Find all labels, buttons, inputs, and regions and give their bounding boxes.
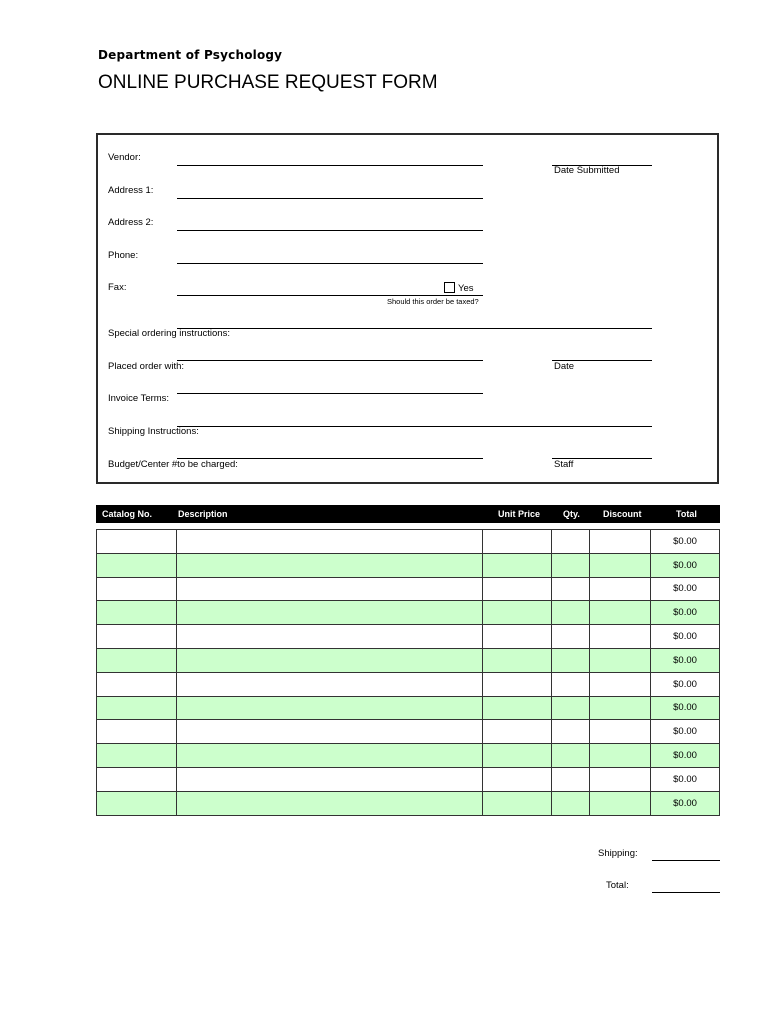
taxed-checkbox[interactable] [444,282,455,293]
special-instructions-label: Special ordering instructions: [108,328,230,339]
catalog-cell[interactable] [97,720,177,744]
table-row [97,553,720,577]
table-row [97,601,720,625]
total-cell: $0.00 [651,672,720,696]
total-cell: $0.00 [651,530,720,554]
description-cell[interactable] [176,577,482,601]
qty-cell[interactable] [552,791,590,815]
description-cell[interactable] [176,553,482,577]
discount-cell[interactable] [590,720,651,744]
table-row [97,672,720,696]
taxed-question: Should this order be taxed? [387,297,479,306]
qty-cell[interactable] [552,577,590,601]
budget-label: Budget/Center #to be charged: [108,459,238,470]
discount-cell[interactable] [590,696,651,720]
unit-price-cell[interactable] [483,553,552,577]
shipping-field[interactable] [652,860,720,861]
discount-cell[interactable] [590,553,651,577]
qty-cell[interactable] [552,648,590,672]
phone-field[interactable] [177,263,483,264]
unit-price-cell[interactable] [483,625,552,649]
catalog-cell[interactable] [97,791,177,815]
unit-price-cell[interactable] [483,577,552,601]
total-label: Total: [606,880,629,891]
unit-price-cell[interactable] [483,672,552,696]
qty-cell[interactable] [552,553,590,577]
discount-cell[interactable] [590,625,651,649]
table-row [97,696,720,720]
qty-cell[interactable] [552,696,590,720]
invoice-terms-field[interactable] [177,393,483,394]
header-qty: Qty. [563,509,580,519]
special-instructions-field[interactable] [177,328,652,329]
catalog-cell[interactable] [97,767,177,791]
date-label: Date [554,361,575,372]
unit-price-cell[interactable] [483,530,552,554]
qty-cell[interactable] [552,625,590,649]
unit-price-cell[interactable] [483,791,552,815]
description-cell[interactable] [176,601,482,625]
catalog-cell[interactable] [97,625,177,649]
description-cell[interactable] [176,648,482,672]
unit-price-cell[interactable] [483,744,552,768]
table-row [97,530,720,554]
total-cell: $0.00 [651,767,720,791]
qty-cell[interactable] [552,672,590,696]
catalog-cell[interactable] [97,648,177,672]
page-title: ONLINE PURCHASE REQUEST FORM [98,72,438,93]
unit-price-cell[interactable] [483,648,552,672]
total-cell: $0.00 [651,744,720,768]
address2-field[interactable] [177,230,483,231]
shipping-instructions-field[interactable] [177,426,652,427]
items-table-header [96,505,720,523]
date-submitted-label: Date Submitted [554,165,620,176]
total-cell: $0.00 [651,625,720,649]
table-row [97,625,720,649]
table-row [97,648,720,672]
address2-label: Address 2: [108,217,154,228]
header-discount: Discount [603,509,642,519]
discount-cell[interactable] [590,577,651,601]
header-description: Description [178,509,228,519]
shipping-instructions-label: Shipping Instructions: [108,426,199,437]
total-cell: $0.00 [651,696,720,720]
placed-order-label: Placed order with: [108,361,185,372]
qty-cell[interactable] [552,744,590,768]
discount-cell[interactable] [590,648,651,672]
staff-label: Staff [554,459,574,470]
items-table [96,529,720,816]
qty-cell[interactable] [552,720,590,744]
header-total: Total [676,509,697,519]
total-cell: $0.00 [651,601,720,625]
total-cell: $0.00 [651,720,720,744]
description-cell[interactable] [176,672,482,696]
total-cell: $0.00 [651,577,720,601]
total-cell: $0.00 [651,648,720,672]
grand-total-field[interactable] [652,892,720,893]
discount-cell[interactable] [590,791,651,815]
taxed-yes-label: Yes [458,283,474,294]
header-unit-price: Unit Price [498,509,541,519]
description-cell[interactable] [176,744,482,768]
catalog-cell[interactable] [97,577,177,601]
unit-price-cell[interactable] [483,696,552,720]
qty-cell[interactable] [552,601,590,625]
description-cell[interactable] [176,696,482,720]
discount-cell[interactable] [590,767,651,791]
phone-label: Phone: [108,250,139,261]
table-row [97,791,720,815]
address1-label: Address 1: [108,185,154,196]
discount-cell[interactable] [590,744,651,768]
catalog-cell[interactable] [97,601,177,625]
address1-field[interactable] [177,198,483,199]
unit-price-cell[interactable] [483,767,552,791]
placed-order-field[interactable] [177,360,483,361]
qty-cell[interactable] [552,767,590,791]
table-row [97,767,720,791]
catalog-cell[interactable] [97,672,177,696]
description-cell[interactable] [176,720,482,744]
description-cell[interactable] [176,767,482,791]
unit-price-cell[interactable] [483,601,552,625]
header-catalog-no: Catalog No. [102,509,153,519]
table-row [97,744,720,768]
catalog-cell[interactable] [97,530,177,554]
total-cell: $0.00 [651,553,720,577]
vendor-field[interactable] [177,165,483,166]
total-cell: $0.00 [651,791,720,815]
discount-cell[interactable] [590,601,651,625]
invoice-terms-label: Invoice Terms: [108,393,170,404]
discount-cell[interactable] [590,530,651,554]
unit-price-cell[interactable] [483,720,552,744]
table-row [97,720,720,744]
fax-label: Fax: [108,282,127,293]
description-cell[interactable] [176,625,482,649]
catalog-cell[interactable] [97,696,177,720]
qty-cell[interactable] [552,530,590,554]
vendor-label: Vendor: [108,152,141,163]
department-name: Department of Psychology [98,48,283,62]
shipping-label: Shipping: [598,848,638,859]
discount-cell[interactable] [590,672,651,696]
catalog-cell[interactable] [97,553,177,577]
description-cell[interactable] [176,530,482,554]
fax-field[interactable] [177,295,483,296]
table-row [97,577,720,601]
catalog-cell[interactable] [97,744,177,768]
description-cell[interactable] [176,791,482,815]
